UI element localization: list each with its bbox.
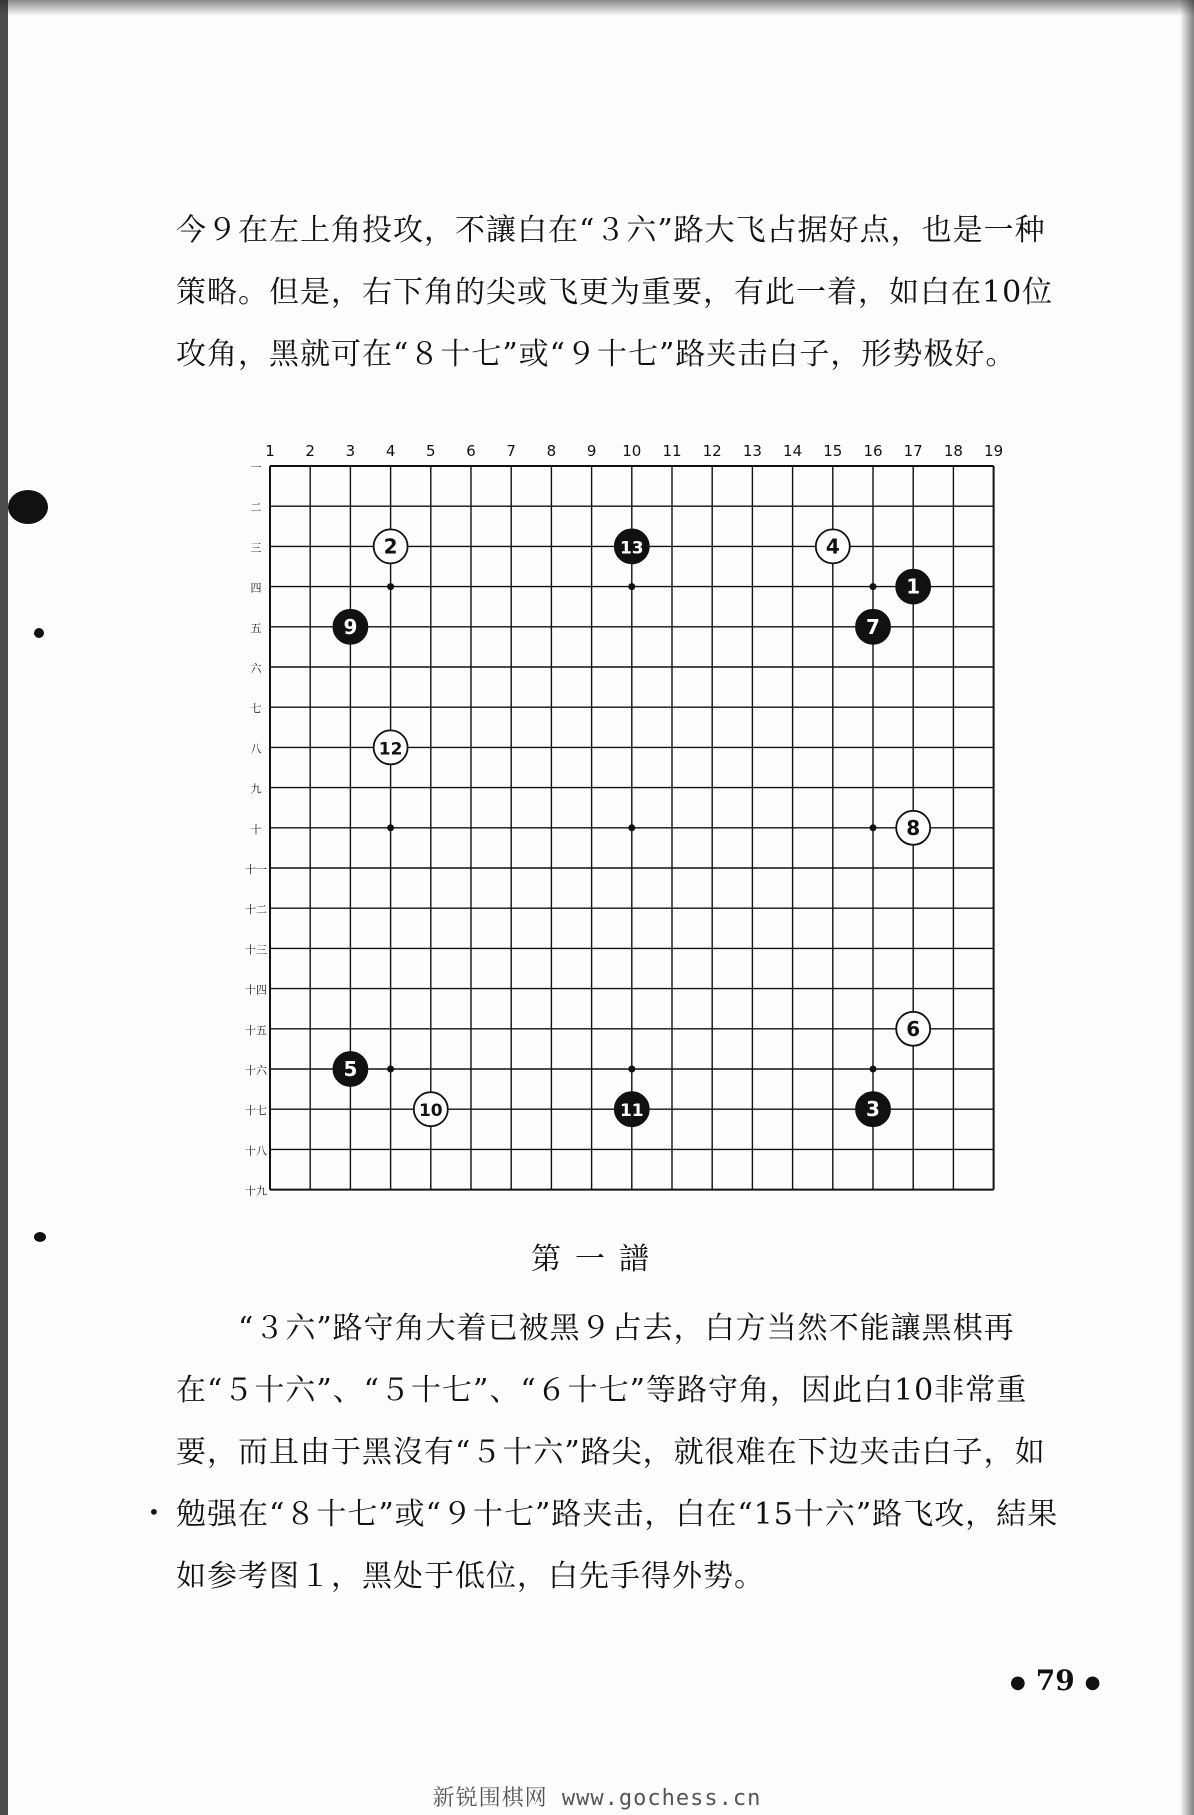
stone-number: 4	[825, 534, 840, 559]
column-label: 3	[345, 442, 356, 460]
column-label: 8	[546, 442, 557, 460]
column-label: 17	[903, 442, 923, 460]
stone-number: 5	[343, 1057, 358, 1081]
go-board	[236, 436, 1006, 1226]
diagram-caption: 第一譜	[531, 1242, 663, 1277]
row-label: 十三	[245, 943, 267, 957]
stone-number: 9	[343, 614, 358, 639]
star-point	[387, 583, 394, 590]
row-label: 十	[250, 822, 262, 836]
scan-edge-left	[0, 0, 8, 1815]
stone-number: 6	[906, 1016, 921, 1041]
column-label: 14	[783, 442, 803, 460]
column-label: 18	[943, 442, 963, 460]
row-label: 一	[250, 461, 262, 474]
star-point	[628, 824, 635, 831]
page-number-dot-left: ●	[1010, 1672, 1026, 1693]
row-label: 五	[250, 621, 262, 635]
row-label: 六	[250, 662, 262, 675]
watermark: 新锐围棋网 www.gochess.cn	[432, 1786, 762, 1811]
column-label: 12	[702, 442, 722, 460]
stone-number: 2	[383, 534, 398, 559]
stone-number: 3	[866, 1097, 880, 1122]
row-label: 十五	[245, 1023, 267, 1037]
paragraph-2: “３六”路守角大着已被黑９占去，白方当然不能讓黑棋再在“５十六”、“５十七”、“６十七”等路守角，因此白10非常重要，而且由于黑沒有“５十六”路尖，就很难在下边夹击白子，如勉强在“８十七”或“９十七”路夹击，白在“15十六”路飞攻，結果如参考图１，黑处于低位，白先手得外势。	[176, 1311, 1059, 1594]
column-label: 10	[622, 442, 642, 460]
column-label: 19	[984, 442, 1004, 460]
page-number-dot-right: ●	[1084, 1672, 1101, 1693]
row-label: 二	[250, 501, 262, 515]
star-point	[870, 824, 877, 831]
column-label: 5	[426, 442, 436, 460]
row-label: 十七	[245, 1104, 267, 1118]
page-number-value: 79	[1035, 1664, 1075, 1697]
row-label: 十九	[245, 1184, 267, 1198]
row-label: 十八	[245, 1144, 267, 1158]
column-label: 16	[863, 442, 883, 460]
column-label: 4	[385, 442, 396, 460]
column-label: 6	[466, 442, 476, 460]
row-label: 七	[250, 702, 262, 716]
column-label: 13	[742, 442, 762, 460]
row-label: 十一	[245, 863, 267, 876]
ink-blot	[8, 490, 48, 524]
column-label: 11	[662, 442, 682, 460]
star-point	[628, 583, 635, 590]
ink-blot	[34, 628, 44, 638]
star-point	[870, 1066, 877, 1073]
column-label: 15	[823, 442, 843, 460]
row-label: 九	[250, 782, 262, 796]
scan-edge-top	[0, 0, 1194, 16]
stone-number: 13	[619, 538, 644, 559]
scan-edge-right	[1180, 0, 1194, 1815]
stone-number: 10	[418, 1101, 443, 1122]
star-point	[628, 1066, 635, 1073]
stone-number: 8	[906, 815, 921, 840]
star-point	[387, 824, 394, 831]
stone-number: 12	[378, 739, 403, 760]
star-point	[387, 1066, 394, 1073]
column-label: 2	[305, 442, 315, 460]
row-label: 十六	[245, 1064, 267, 1077]
paragraph-1: 今９在左上角投攻，不讓白在“３六”路大飞占据好点，也是一种策略。但是，右下角的尖或飞更为重要，有此一着，如白在10位攻角，黑就可在“８十七”或“９十七”路夹击白子，形势极好。	[176, 213, 1054, 372]
column-label: 9	[586, 442, 597, 460]
row-label: 十二	[245, 903, 267, 917]
star-point	[870, 583, 877, 590]
row-label: 十四	[245, 983, 267, 997]
column-label: 7	[506, 442, 516, 460]
stone-number: 7	[866, 614, 880, 639]
page-number	[1000, 1664, 1110, 1697]
row-label: 八	[250, 742, 262, 756]
stone-number: 1	[906, 574, 921, 599]
bullet-mark: •	[148, 1500, 160, 1524]
go-diagram	[236, 436, 1006, 1226]
row-label: 四	[250, 581, 262, 595]
stone-number: 11	[619, 1101, 644, 1122]
row-label: 三	[250, 541, 262, 555]
column-label: 1	[265, 442, 275, 460]
